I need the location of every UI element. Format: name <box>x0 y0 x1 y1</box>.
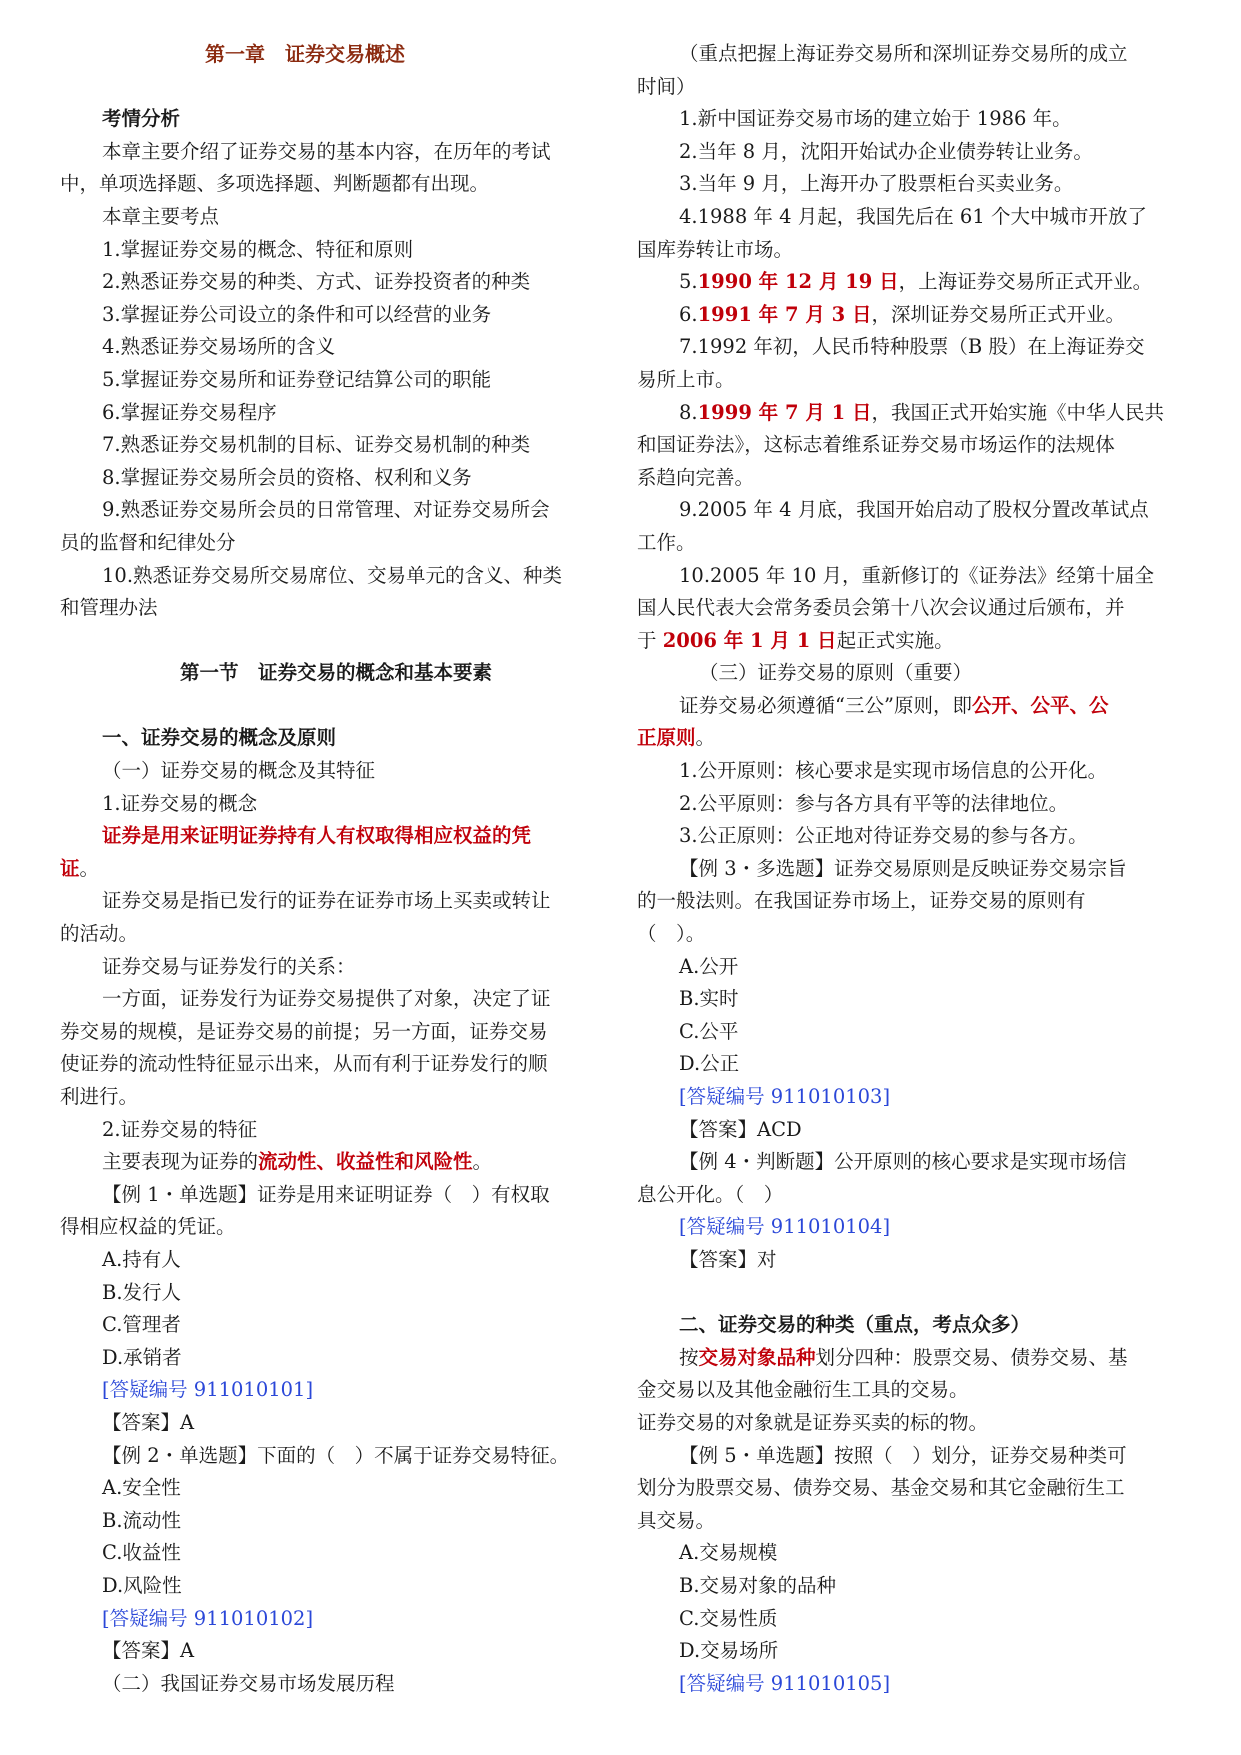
example-question: 【例 1・单选题】证券是用来证明证券（ ）有权取 <box>102 1182 550 1206</box>
history-item: 国库券转让市场。 <box>637 237 794 261</box>
history-item: 易所上市。 <box>637 367 735 391</box>
points-heading: 本章主要考点 <box>102 204 220 228</box>
option: C.收益性 <box>102 1541 181 1565</box>
qa-reference-link[interactable]: [答疑编号 911010103] <box>679 1085 891 1108</box>
option: C.交易性质 <box>679 1606 778 1630</box>
key-point: 10.熟悉证券交易所交易席位、交易单元的含义、种类 <box>102 563 563 587</box>
history-item: 7.1992 年初，人民币特种股票（B 股）在上海证券交 <box>679 335 1145 359</box>
paragraph-line: 利进行。 <box>60 1085 139 1108</box>
analysis-heading: 考情分析 <box>102 107 181 131</box>
subheading: （二）我国证券交易市场发展历程 <box>102 1671 395 1695</box>
paragraph-line: 一方面，证券发行为证券交易提供了对象，决定了证 <box>102 987 551 1011</box>
types-text: 按 <box>679 1345 699 1369</box>
answer: 【答案】A <box>102 1410 195 1434</box>
definition-line <box>60 853 612 886</box>
history-item: 工作。 <box>637 530 696 554</box>
history-item: 4.1988 年 4 月起，我国先后在 61 个大中城市开放了 <box>679 204 1147 228</box>
example-question: （ ）。 <box>637 922 706 946</box>
history-item: 3.当年 9 月，上海开办了股票柜台买卖业务。 <box>679 172 1074 196</box>
option: D.交易场所 <box>679 1639 779 1663</box>
feature-end: 。 <box>472 1150 493 1174</box>
feature-line <box>60 1146 612 1179</box>
paragraph-line: 证券交易与证券发行的关系： <box>102 954 356 978</box>
example-question: 息公开化。（ ） <box>637 1182 784 1206</box>
history-item: 国人民代表大会常务委员会第十八次会议通过后颁布，并 <box>637 596 1125 620</box>
definition-end: 。 <box>79 856 100 880</box>
types-line: 金交易以及其他金融衍生工具的交易。 <box>637 1378 969 1402</box>
history-item: 1.新中国证券交易市场的建立始于 1986 年。 <box>679 107 1072 131</box>
paragraph-line: 使证券的流动性特征显示出来，从而有利于证券发行的顺 <box>60 1052 548 1076</box>
option: B.交易对象的品种 <box>679 1573 837 1597</box>
history-item: 10.2005 年 10 月，重新修订的《证券法》经第十届全 <box>679 563 1155 587</box>
types-line: 证券交易的对象就是证券买卖的标的物。 <box>637 1410 989 1434</box>
history-item: 2.当年 8 月，沈阳开始试办企业债券转让业务。 <box>679 139 1093 163</box>
qa-reference-link[interactable]: [答疑编号 911010105] <box>679 1671 891 1695</box>
key-point: 8.掌握证券交易所会员的资格、权利和义务 <box>102 465 472 489</box>
key-point: 1.掌握证券交易的概念、特征和原则 <box>102 237 414 261</box>
subheading: 1.证券交易的概念 <box>102 791 258 815</box>
option: D.公正 <box>679 1052 740 1076</box>
example-question: 具交易。 <box>637 1508 716 1532</box>
item-number: 5. <box>679 270 698 294</box>
option: A.持有人 <box>102 1247 181 1271</box>
definition-highlight: 证券是用来证明证券持有人有权取得相应权益的凭 <box>102 824 532 848</box>
key-point: 9.熟悉证券交易所会员的日常管理、对证券交易所会 <box>102 498 550 522</box>
item-text: ，深圳证券交易所正式开业。 <box>871 302 1125 326</box>
right-column <box>637 38 1189 1700</box>
types-text: 划分四种：股票交易、债券交易、基 <box>815 1345 1128 1369</box>
item-number: 6. <box>679 302 698 326</box>
note-line: 时间） <box>637 74 696 98</box>
intro-line: 中，单项选择题、多项选择题、判断题都有出现。 <box>60 172 490 196</box>
option: D.风险性 <box>102 1573 182 1597</box>
option: B.发行人 <box>102 1280 182 1304</box>
key-point: 3.掌握证券公司设立的条件和可以经营的业务 <box>102 302 492 326</box>
key-point: 员的监督和纪律处分 <box>60 530 236 554</box>
subheading: 2.证券交易的特征 <box>102 1117 258 1141</box>
qa-reference-link[interactable]: [答疑编号 911010104] <box>679 1215 891 1239</box>
principle-item: 1.公开原则：核心要求是实现市场信息的公开化。 <box>679 759 1108 783</box>
history-item: 9.2005 年 4 月底，我国开始启动了股权分置改革试点 <box>679 498 1149 522</box>
section-title: 第一节 证券交易的概念和基本要素 <box>179 661 492 685</box>
example-question: 【例 5・单选题】按照（ ）划分，证券交易种类可 <box>679 1443 1127 1467</box>
types-line <box>637 1342 1189 1375</box>
example-question: 划分为股票交易、债券交易、基金交易和其它金融衍生工 <box>637 1476 1125 1500</box>
feature-text: 主要表现为证券的 <box>102 1150 259 1174</box>
qa-reference-link[interactable]: [答疑编号 911010102] <box>102 1606 314 1630</box>
types-highlight: 交易对象品种 <box>698 1345 816 1369</box>
principle-end: 。 <box>695 726 716 750</box>
item-text: 于 <box>637 628 663 652</box>
definition-highlight: 证 <box>60 856 80 880</box>
example-question: 【例 2・单选题】下面的（ ）不属于证券交易特征。 <box>102 1443 570 1467</box>
paragraph-line: 券交易的规模，是证券交易的前提；另一方面，证券交易 <box>60 1019 548 1043</box>
principle-item: 3.公正原则：公正地对待证券交易的参与各方。 <box>679 824 1088 848</box>
key-point: 2.熟悉证券交易的种类、方式、证券投资者的种类 <box>102 270 531 294</box>
key-point: 7.熟悉证券交易机制的目标、证券交易机制的种类 <box>102 433 531 457</box>
history-item <box>637 397 1189 430</box>
option: B.流动性 <box>102 1508 182 1532</box>
principle-highlight: 公开、公平、公 <box>971 693 1109 717</box>
paragraph-line: 证券交易是指已发行的证券在证券市场上买卖或转让 <box>102 889 551 913</box>
subheading: （三）证券交易的原则（重要） <box>699 661 973 685</box>
option: C.管理者 <box>102 1313 181 1337</box>
intro-line: 本章主要介绍了证券交易的基本内容，在历年的考试 <box>102 139 551 163</box>
answer: 【答案】ACD <box>679 1117 802 1141</box>
left-column <box>60 38 612 1700</box>
key-point: 6.掌握证券交易程序 <box>102 400 277 424</box>
example-question: 得相应权益的凭证。 <box>60 1215 236 1239</box>
option: C.公平 <box>679 1019 739 1043</box>
subheading: （一）证券交易的概念及其特征 <box>102 759 376 783</box>
date-highlight: 1999 年 7 月 1 日 <box>697 400 872 424</box>
principle-item: 2.公平原则：参与各方具有平等的法律地位。 <box>679 791 1069 815</box>
history-item: 和国证券法》，这标志着维系证券交易市场运作的法规体 <box>637 433 1115 457</box>
option: B.实时 <box>679 987 739 1011</box>
note-line: （重点把握上海证券交易所和深圳证券交易所的成立 <box>679 42 1128 65</box>
paragraph-line: 的活动。 <box>60 922 139 946</box>
heading-two: 二、证券交易的种类（重点，考点众多） <box>679 1313 1031 1337</box>
history-item <box>637 625 1189 658</box>
date-highlight: 1990 年 12 月 19 日 <box>697 270 899 294</box>
date-highlight: 1991 年 7 月 3 日 <box>697 302 872 326</box>
key-point: 和管理办法 <box>60 596 158 620</box>
principle-highlight: 正原则 <box>637 726 696 750</box>
principle-line <box>637 722 1189 755</box>
answer: 【答案】A <box>102 1639 195 1663</box>
key-point: 5.掌握证券交易所和证券登记结算公司的职能 <box>102 367 492 391</box>
item-text: ，上海证券交易所正式开业。 <box>898 270 1153 294</box>
option: A.公开 <box>679 954 739 978</box>
qa-reference-link[interactable]: [答疑编号 911010101] <box>102 1378 314 1402</box>
example-question: 【例 4・判断题】公开原则的核心要求是实现市场信 <box>679 1150 1127 1174</box>
item-number: 8. <box>679 400 698 424</box>
example-question: 【例 3・多选题】证券交易原则是反映证券交易宗旨 <box>679 856 1127 880</box>
item-text: 起正式实施。 <box>836 628 954 652</box>
heading-one: 一、证券交易的概念及原则 <box>102 726 337 750</box>
answer: 【答案】对 <box>679 1247 777 1271</box>
option: A.安全性 <box>102 1476 181 1500</box>
principle-text: 证券交易必须遵循“三公”原则，即 <box>679 693 972 717</box>
feature-highlight: 流动性、收益性和风险性 <box>258 1150 473 1174</box>
history-item <box>637 266 1189 299</box>
option: D.承销者 <box>102 1345 182 1369</box>
history-item <box>637 299 1189 332</box>
key-point: 4.熟悉证券交易场所的含义 <box>102 335 336 359</box>
principle-line <box>637 690 1189 723</box>
option: A.交易规模 <box>679 1541 778 1565</box>
chapter-title: 第一章 证券交易概述 <box>205 42 405 66</box>
history-item: 系趋向完善。 <box>637 465 755 489</box>
item-text: ，我国正式开始实施《中华人民共 <box>871 400 1164 424</box>
date-highlight: 2006 年 1 月 1 日 <box>662 628 837 652</box>
example-question: 的一般法则。在我国证券市场上，证券交易的原则有 <box>637 889 1086 913</box>
